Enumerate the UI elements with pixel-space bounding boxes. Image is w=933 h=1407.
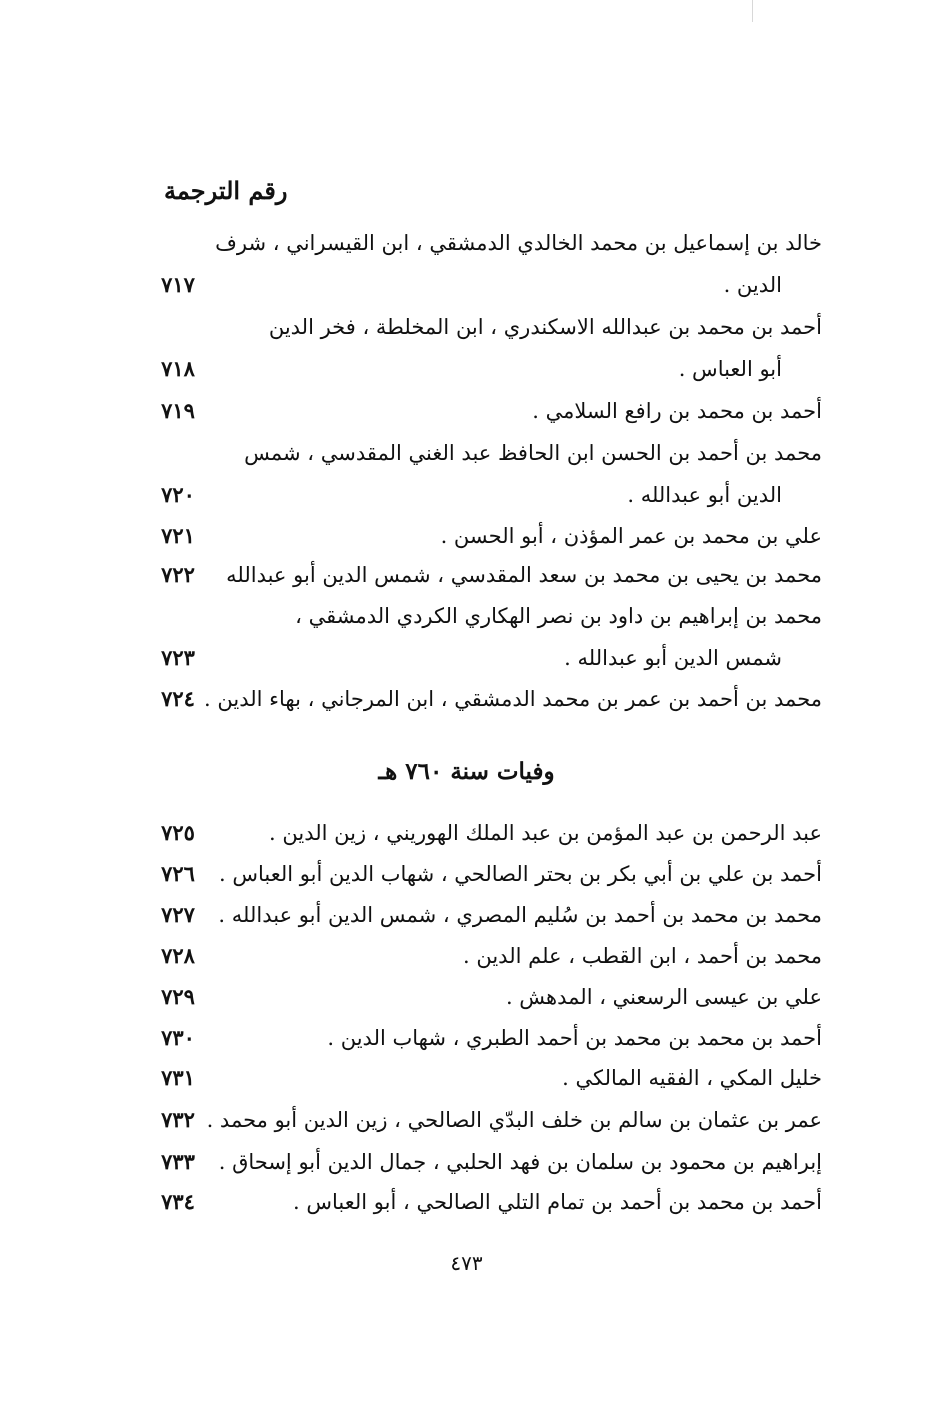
entry-text: محمد بن أحمد ، ابن القطب ، علم الدين . (463, 944, 822, 968)
entry-row (150, 852, 822, 896)
entry-row (150, 1098, 822, 1142)
entry-row (150, 1016, 822, 1060)
entry-text: أحمد بن محمد بن عبدالله الاسكندري ، ابن المخلطة ، فخر الدين (268, 315, 822, 339)
entry-text: محمد بن أحمد بن عمر بن محمد الدمشقي ، ابن المرجاني ، بهاء الدين . (204, 687, 822, 711)
entry-row (150, 389, 822, 433)
entry-row (150, 1056, 822, 1100)
entry-row (150, 975, 822, 1019)
entry-number: ٧٢٣ (161, 645, 195, 670)
entry-row (150, 347, 822, 391)
entry-row (150, 431, 822, 475)
entry-number: ٧٢٠ (161, 482, 195, 507)
entry-row (150, 1140, 822, 1184)
entry-text: خليل المكي ، الفقيه المالكي . (562, 1066, 822, 1090)
entry-text: الدين أبو عبدالله . (627, 483, 782, 507)
entry-number: ٧٢٨ (161, 943, 195, 968)
entry-text: علي بن محمد بن عمر المؤذن ، أبو الحسن . (440, 524, 822, 548)
entry-number: ٧٢٦ (161, 861, 195, 886)
entry-row (150, 1180, 822, 1224)
entry-number: ٧٣٢ (161, 1107, 195, 1132)
entry-row (150, 514, 822, 558)
entry-row (150, 553, 822, 597)
entry-number: ٧٢٤ (161, 686, 195, 711)
entry-row (150, 893, 822, 937)
column-header: رقم الترجمة (164, 176, 288, 205)
entry-number: ٧٢٢ (161, 562, 195, 587)
entry-row (150, 934, 822, 978)
section-title: وفيات سنة ٧٦٠ هـ (378, 758, 555, 785)
entry-row (150, 473, 822, 517)
entry-text: محمد بن يحيى بن محمد بن سعد المقدسي ، شمس الدين أبو عبدالله (226, 563, 822, 587)
page-number: ٤٧٣ (450, 1251, 483, 1275)
entry-text: أحمد بن محمد بن محمد بن أحمد الطبري ، شهاب الدين . (327, 1026, 822, 1050)
entry-text: إبراهيم بن محمود بن سلمان بن فهد الحلبي ، جمال الدين أبو إسحاق . (218, 1150, 822, 1174)
entry-text: أحمد بن محمد بن أحمد بن تمام التلي الصالحي ، أبو العباس . (293, 1190, 822, 1214)
entry-text: أبو العباس . (678, 357, 782, 381)
entry-text: عمر بن عثمان بن سالم بن خلف البدّي الصالحي ، زين الدين أبو محمد . (206, 1108, 822, 1132)
entry-number: ٧١٧ (161, 272, 195, 297)
entry-text: خالد بن إسماعيل بن محمد الخالدي الدمشقي ، ابن القيسراني ، شرف (215, 231, 822, 255)
scan-mark (752, 0, 753, 22)
entry-text: أحمد بن علي بن أبي بكر بن بحتر الصالحي ، شهاب الدين أبو العباس . (219, 862, 822, 886)
entry-number: ٧٣٣ (161, 1149, 195, 1174)
entry-text: محمد بن أحمد بن الحسن ابن الحافظ عبد الغني المقدسي ، شمس (244, 441, 822, 465)
entry-number: ٧١٨ (161, 356, 195, 381)
entry-text: عبد الرحمن بن عبد المؤمن بن عبد الملك الهوريني ، زين الدين . (269, 821, 822, 845)
entry-number: ٧٢٧ (161, 902, 195, 927)
entry-row (150, 811, 822, 855)
entry-number: ٧٢١ (161, 523, 195, 548)
entry-text: محمد بن إبراهيم بن داود بن نصر الهكاري الكردي الدمشقي ، (295, 604, 822, 628)
entry-number: ٧٣٤ (161, 1189, 195, 1214)
entry-number: ٧١٩ (161, 398, 195, 423)
entry-row (150, 677, 822, 721)
entry-row (150, 305, 822, 349)
entry-text: شمس الدين أبو عبدالله . (564, 646, 782, 670)
entry-number: ٧٢٩ (161, 984, 195, 1009)
entry-number: ٧٢٥ (161, 820, 195, 845)
entry-row (150, 594, 822, 638)
entry-text: علي بن عيسى الرسعني ، المدهش . (505, 985, 822, 1009)
entry-text: أحمد بن محمد بن رافع السلامي . (532, 399, 822, 423)
entry-row (150, 636, 822, 680)
entry-text: الدين . (723, 273, 782, 297)
entry-number: ٧٣٠ (161, 1025, 195, 1050)
entry-number: ٧٣١ (161, 1065, 195, 1090)
entry-row (150, 221, 822, 265)
entry-row (150, 263, 822, 307)
entry-text: محمد بن محمد بن أحمد بن سُليم المصري ، شمس الدين أبو عبدالله . (218, 903, 822, 927)
